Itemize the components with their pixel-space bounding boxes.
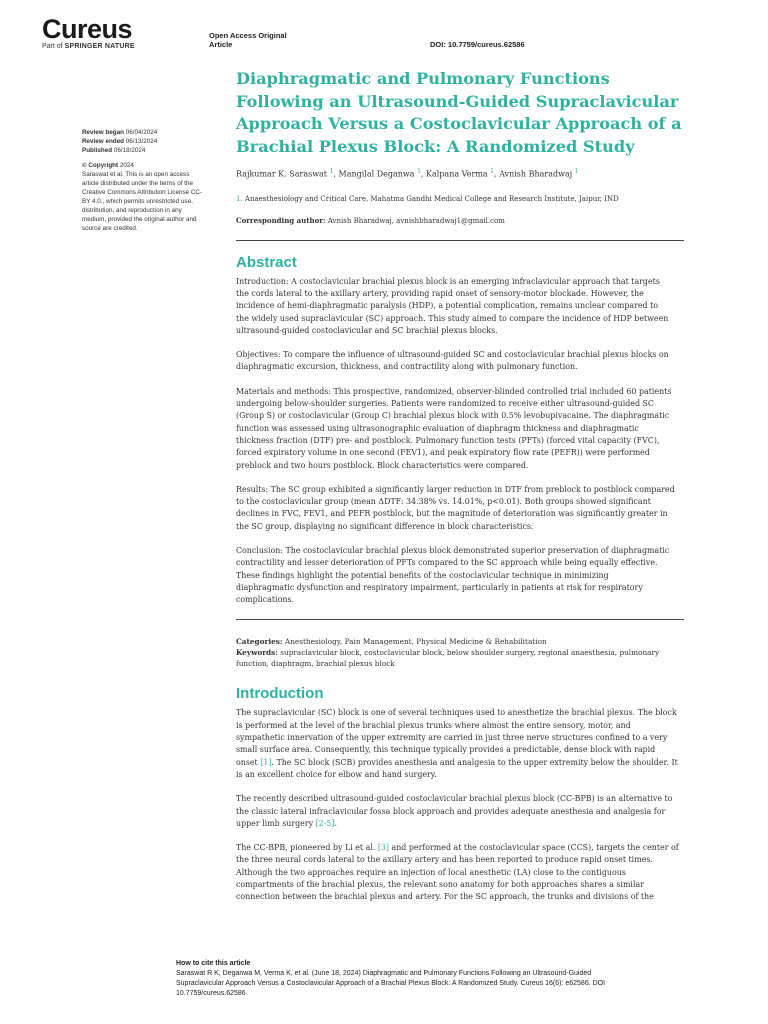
article-main: [236, 68, 684, 904]
keywords: Keywords: supraclavicular block, costoclavicular block, below shoulder surgery, regional anaesthesia, pulmonary function, diaphragm, brachial plexus block: [236, 648, 660, 669]
sidebar-metadata: [82, 128, 217, 233]
author-name[interactable]: Rajkumar K. Saraswat: [236, 169, 328, 179]
publisher-name: SPRINGER NATURE: [64, 43, 135, 50]
citation-link[interactable]: [1]: [260, 757, 272, 767]
license-text: Saraswat et al. This is an open access article distributed under the terms of the Creative Commons Attribution License CC- BY 4.0., which permits unrestricted use, distribution, and reproduction in any medium, provided the original author and source are credited.: [82, 171, 203, 232]
author-name[interactable]: Avnish Bharadwaj: [499, 169, 573, 179]
abstract-introduction: Introduction: A costoclavicular brachial plexus block is an emerging infraclavicular approach that targets the cords lateral to the axillary artery, providing rapid onset of sensory-motor blockade. However, the incidence of hemi-diaphragmatic paralysis (HDP), a potential complication, remains unclear compared to the widely used supraclavicular (SC) approach. This study aimed to compare the incidence of HDP between ultrasound-guided costoclavicular and SC brachial plexus blocks.: [236, 276, 669, 335]
copyright: © Copyright 2024: [82, 162, 134, 169]
abstract-objectives: Objectives: To compare the influence of ultrasound-guided SC and costoclavicular brachial plexus blocks on diaphragmatic excursion, thickness, and contractility along with pulmonary function.: [236, 350, 669, 372]
abstract-body: [236, 276, 684, 607]
corresponding-author: Corresponding author: Avnish Bharadwaj, avnishbharadwaj1@gmail.com: [236, 215, 505, 225]
publisher-prefix: Part of: [42, 43, 63, 50]
article-access: [209, 31, 287, 49]
author-list: Rajkumar K. Saraswat $^1$, Mangilal Deganwa $^1$, Kalpana Verma $^1$, Avnish Bharadwaj $^1$: [236, 168, 579, 179]
introduction-paragraph: The CC-BPB, pioneered by Li et al. [3] and performed at the costoclavicular space (CCS), targets the center of the three neural cords lateral to the axillary artery and has been reported to produce rapid onset times. Although the two approaches require an injection of local anesthetic (LA) close to the contiguous compartments of the brachial plexus, the relevant sono anatomy for both approaches shares a similar connection between the brachial plexus and artery. For the SC approach, the trunks and divisions of the: [236, 843, 679, 902]
review-began: Review began 06/04/2024: [82, 129, 158, 136]
review-ended: Review ended 06/13/2024: [82, 138, 158, 145]
journal-logo: [42, 16, 135, 50]
header-doi[interactable]: DOI: 10.7759/cureus.62586: [430, 40, 525, 49]
how-to-cite-heading: How to cite this article: [176, 960, 251, 967]
author-name[interactable]: Mangilal Deganwa: [338, 169, 415, 179]
introduction-paragraph: The supraclavicular (SC) block is one of several techniques used to anesthetize the brachial plexus. The block is performed at the level of the brachial plexus trunks where almost the entire sensory, motor, and sympathetic innervation of the upper extremity are carried in just three nerve structures confined to a very small surface area. Consequently, this technique typically provides a predictable, dense block with rapid onset [1]. The SC block (SCB) provides anesthesia and analgesia to the upper extremity below the shoulder. It is an excellent choice for elbow and hand surgery.: [236, 708, 678, 779]
article-title: Diaphragmatic and Pulmonary Functions Following an Ultrasound-Guided Supraclavicular Approach Versus a Costoclavicular Approach of a Brachial Plexus Block: A Randomized Study: [236, 69, 682, 156]
how-to-cite: How to cite this article Saraswat R K, Deganwa M, Verma K, et al. (June 18, 2024) Diaphragmatic and Pulmonary Functions Following an Ultrasound-Guided Supraclavicular Approach Versus a Costoclavicular Approach of a Brachial Plexus Block: A Randomized Study. Cureus 16(6): e62586. DOI 10.7759/cureus.62586: [176, 959, 716, 999]
introduction-heading: Introduction: [236, 685, 324, 703]
author-name[interactable]: Kalpana Verma: [426, 169, 488, 179]
citation-link[interactable]: [3]: [377, 843, 390, 853]
affiliation: 1. Anaesthesiology and Critical Care, Mahatma Gandhi Medical College and Research Institute, Jaipur, IND: [236, 194, 619, 203]
abstract-heading: Abstract: [236, 253, 297, 271]
access-label: Open Access Original: [209, 31, 287, 40]
introduction-paragraph: The recently described ultrasound-guided costoclavicular brachial plexus block (CC-BPB) is an alternative to the classic lateral infraclavicular fossa block approach and provides adequate anesthesia and analgesia for upper limb surgery [2-5].: [236, 794, 673, 828]
abstract-conclusion: Conclusion: The costoclavicular brachial plexus block demonstrated superior preservation of diaphragmatic contractility and lesser deterioration of PFTs compared to the SC approach while being equally effective. These findings highlight the potential benefits of the costoclavicular technique in minimizing diaphragmatic dysfunction and respiratory impairment, particularly in patients at risk for respiratory complications.: [236, 546, 670, 605]
abstract-results: Results: The SC group exhibited a significantly larger reduction in DTF from preblock to postblock compared to the costoclavicular group (mean ΔDTF: 34.38% vs. 14.01%, p<0.01). Both groups showed significant declines in FVC, FEV1, and PEFR postblock, but the magnitude of deterioration was significantly greater in the SC group, displaying no significant difference in block characteristics.: [236, 484, 675, 531]
abstract-methods: Materials and methods: This prospective, randomized, observer-blinded controlled trial included 60 patients undergoing below-shoulder surgeries. Patients were randomized to receive either ultrasound-guided SC (Group S) or costoclavicular (Group C) brachial plexus block with 0.5% levobupivacaine. The diaphragmatic function was assessed using ultrasonographic evaluation of diaphragm thickness and diaphragmatic thickness fraction (DTF) pre- and postblock. Pulmonary function tests (PFTs) (forced vital capacity (FVC), forced expiratory volume in one second (FEV1), and peak expiratory flow rate (PEFR)) were performed preblock and two hours postblock. Block characteristics were compared.: [236, 386, 672, 470]
categories: Categories: Anesthesiology, Pain Management, Physical Medicine & Rehabilitation: [236, 637, 547, 647]
published-date: Published 06/18/2024: [82, 147, 146, 154]
publisher-line: [42, 43, 135, 50]
journal-name: Cureus: [42, 14, 133, 44]
citation-link[interactable]: [2-5]: [315, 818, 335, 828]
divider: [236, 619, 684, 620]
divider: [236, 240, 684, 241]
article-type: Article: [209, 40, 233, 49]
